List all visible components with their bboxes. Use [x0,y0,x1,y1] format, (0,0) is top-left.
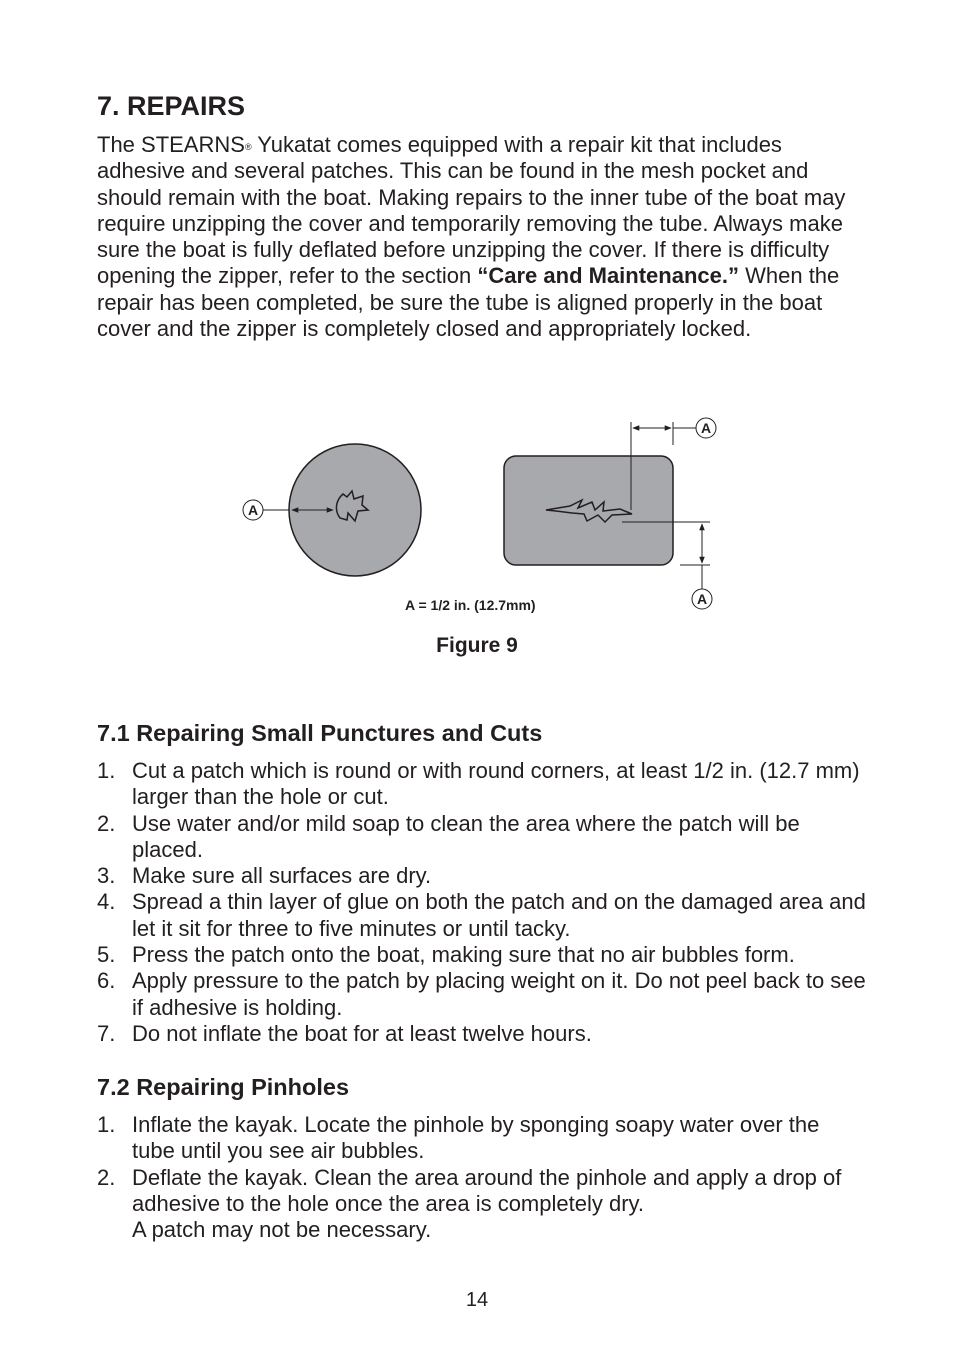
section-pinholes [97,1072,867,1243]
rectangular-patch [504,456,673,565]
list-item-note: A patch may not be necessary. [132,1217,432,1243]
page-heading: 7. REPAIRS [97,91,246,121]
intro-bold-reference: “Care and Maintenance.” [477,263,739,289]
label-a-top: A [700,420,712,436]
intro-text-2: Yukatat comes equipped with a repair kit that includes adhesive and several patches. This can be found in the mesh pocket and should remain with the boat. Making repairs to the inner tube of the boat may require unzipping the cover and temporarily removing the tube. Always make sure the boat is fully deflated before unzipping the cover. If there is difficulty opening the zipper, refer to the section [97,132,846,289]
figure-caption: Figure 9 [436,634,518,657]
registered-mark: ® [244,142,252,152]
list-item: 6. Apply pressure to the patch by placing weight on it. Do not peel back to see if adhesive is holding. [97,968,866,1020]
list-item: 3. Make sure all surfaces are dry. [97,863,432,889]
section-pinholes-title: 7.2 Repairing Pinholes [97,1074,350,1100]
list-item: 2. Deflate the kayak. Clean the area around the pinhole and apply a drop of adhesive to the hole once the area is completely dry. A patch may not be necessary. [97,1164,842,1243]
intro-text-3: When the repair has been completed, be sure the tube is aligned properly in the boat cover and the zipper is completely closed and appropriately locked. [97,263,840,342]
section-punctures [97,718,867,1047]
punctures-steps-list [97,758,867,1047]
repairs-section [97,88,867,342]
page-number: 14 [465,1289,489,1311]
pinholes-steps-list [97,1112,867,1243]
list-item: 1. Inflate the kayak. Locate the pinhole by sponging soapy water over the tube until you see air bubbles. [97,1112,820,1164]
label-a-left: A [247,502,259,518]
figure-note: A = 1/2 in. (12.7mm) [405,597,536,613]
list-item: 1. Cut a patch which is round or with round corners, at least 1/2 in. (12.7 mm) larger than the hole or cut. [97,758,860,810]
list-item: 4. Spread a thin layer of glue on both the patch and on the damaged area and let it sit for three to five minutes or until tacky. [97,889,866,941]
section-punctures-title: 7.1 Repairing Small Punctures and Cuts [97,720,543,746]
intro-text-1: The STEARNS [97,132,245,157]
list-item: 7. Do not inflate the boat for at least twelve hours. [97,1020,592,1046]
figure-9-diagram [0,412,954,672]
list-item: 5. Press the patch onto the boat, making sure that no air bubbles form. [97,942,795,968]
intro-paragraph [97,132,867,342]
list-item: 2. Use water and/or mild soap to clean the area where the patch will be placed. [97,810,800,862]
label-a-bottom: A [696,591,708,607]
